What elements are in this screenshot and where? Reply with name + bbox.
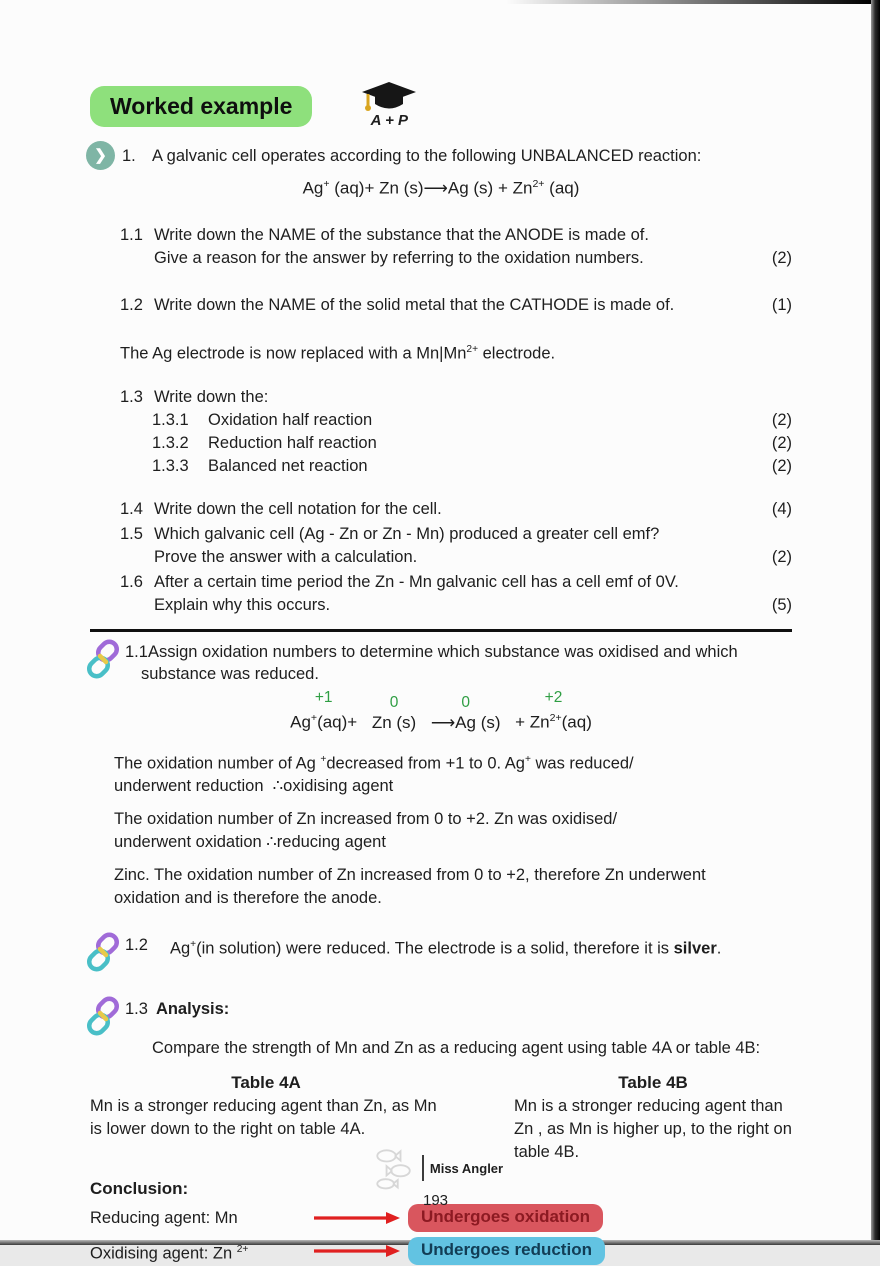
header: [90, 86, 792, 128]
answer-text: Ag+(in solution) were reduced. The electrode is a solid, therefore it is silver.: [169, 939, 722, 958]
answer-text: [125, 641, 738, 685]
question-intro-row: [90, 141, 792, 170]
item-marks: (2): [771, 434, 792, 453]
item-text: [154, 571, 746, 617]
item-line: Give a reason for the answer by referring to the oxidation numbers.: [154, 248, 644, 267]
question-item-1-4: [90, 498, 792, 521]
item-line: Balanced net reaction: [208, 457, 368, 476]
table-4a-title: Table 4A: [231, 1073, 301, 1093]
oxidation-numbers-equation: [90, 689, 792, 735]
question-intro-text: A galvanic cell operates according to the following UNBALANCED reaction:: [152, 146, 702, 165]
item-text: [154, 523, 746, 569]
brand-cap-block: [360, 81, 418, 128]
page-content: [90, 86, 792, 1266]
item-line: Write down the:: [154, 388, 269, 407]
equation-part: ⟶Ag (s): [430, 712, 501, 732]
item-number: 1.3.3: [152, 457, 189, 476]
answer-1-2: [90, 934, 792, 972]
answer-paragraph-ag: The oxidation number of Ag +decreased from +1 to 0. Ag+ was reduced/ underwent reduction ∴oxidising agent: [114, 753, 634, 796]
item-line: Write down the cell notation for the cell.: [154, 500, 442, 519]
oxidation-number: 0: [389, 693, 399, 711]
electrode-note: The Ag electrode is now replaced with a $Mn|Mn^{2+}$ electrode.: [120, 343, 556, 363]
equation-segment: [515, 689, 592, 735]
item-marks: (2): [771, 248, 792, 267]
answer-number: 1.3: [125, 1000, 148, 1019]
answer-line: substance was reduced.: [141, 665, 319, 684]
chain-link-icon: [85, 996, 122, 1036]
oxidation-number: +2: [544, 689, 563, 707]
item-number: 1.1: [120, 225, 143, 244]
item-marks: (1): [771, 295, 792, 314]
conclusion-label: Oxidising agent: Zn $^{2+}$: [90, 1243, 249, 1263]
item-text: [154, 224, 746, 270]
answer-1-3-header: [90, 998, 792, 1036]
equation-part: Zn (s): [371, 712, 417, 732]
undergoes-reduction-box: Undergoes reduction: [408, 1237, 605, 1265]
item-line: Oxidation half reaction: [208, 411, 373, 430]
graduation-cap-icon: [360, 81, 418, 113]
unbalanced-reaction-equation: Ag+ (aq)+ Zn (s)⟶Ag $(s) + Zn^{2+}$ (aq): [302, 178, 580, 198]
chain-link-icon: [85, 932, 122, 972]
scan-edge-top: [506, 0, 871, 4]
table-4b-title: Table 4B: [618, 1073, 688, 1093]
equation-segment: [431, 694, 501, 735]
item-marks: (4): [771, 500, 792, 519]
question-item-1-5: [90, 523, 792, 569]
question-item-1-6: [90, 571, 792, 617]
item-marks: (2): [771, 411, 792, 430]
analysis-heading: Analysis:: [155, 1000, 230, 1019]
question-item-1-3-1: [90, 409, 792, 432]
equation-segment: [290, 689, 357, 735]
item-number: 1.2: [120, 295, 143, 314]
conclusion-row-oxidising: [90, 1236, 792, 1266]
item-line: Explain why this occurs.: [154, 596, 331, 615]
oxidation-number: +1: [314, 689, 333, 707]
red-arrow-icon: [314, 1211, 400, 1225]
undergoes-oxidation-box: Undergoes oxidation: [408, 1204, 603, 1232]
table-4b-text: Mn is a stronger reducing agent than Zn , as Mn is higher up, to the right on table 4B.: [514, 1097, 792, 1162]
item-number: 1.3: [120, 388, 143, 407]
item-marks: (2): [771, 457, 792, 476]
chain-link-icon: [85, 639, 122, 679]
item-marks: (5): [771, 596, 792, 615]
item-line: After a certain time period the Zn - Mn galvanic cell has a cell emf of 0V.: [154, 573, 679, 592]
equation-segment: [372, 694, 416, 735]
brand-divider: [422, 1155, 424, 1181]
question-item-1-3-3: [90, 455, 792, 478]
page-number: 193: [422, 1192, 449, 1209]
item-number: 1.3.2: [152, 434, 189, 453]
item-line: Reduction half reaction: [208, 434, 377, 453]
answer-number: 1.1: [125, 643, 148, 662]
oxidation-number: 0: [461, 693, 470, 711]
section-divider: [90, 629, 792, 632]
question-item-1-2: [90, 294, 792, 317]
question-item-1-1: [90, 224, 792, 270]
question-item-1-3: [90, 386, 792, 409]
item-number: 1.3.1: [152, 411, 189, 430]
answer-paragraph-zn: The oxidation number of Zn increased from 0 to +2. Zn was oxidised/ underwent oxidation ∴reducing agent: [114, 810, 618, 852]
item-line: Write down the NAME of the substance that the ANODE is made of.: [154, 225, 649, 244]
equation-part: + $Zn^{2+}(aq)$: [515, 712, 592, 732]
answer-number: 1.2: [125, 936, 148, 955]
chevron-circle-icon: ❯: [86, 141, 115, 170]
scan-edge-right: [871, 0, 880, 1245]
miss-angler-fish-logo: [368, 1145, 420, 1191]
brand-name: Miss Angler: [429, 1160, 504, 1176]
item-line: Prove the answer with a calculation.: [154, 548, 418, 567]
answer-paragraph-zinc: Zinc. The oxidation number of Zn increased from 0 to +2, therefore Zn underwent oxidation and is therefore the anode.: [114, 866, 706, 908]
item-number: 1.4: [120, 500, 143, 519]
brand-row: [368, 1145, 503, 1191]
question-number: 1.: [122, 146, 136, 165]
table-4a-text: Mn is a stronger reducing agent than Zn, as Mn is lower down to the right on table 4A.: [90, 1097, 437, 1139]
item-line: Which galvanic cell (Ag - Zn or Zn - Mn) produced a greater cell emf?: [154, 525, 660, 544]
question-item-1-3-2: [90, 432, 792, 455]
answer-1-1-header: [90, 641, 792, 685]
answer-line: 1.1Assign oxidation numbers to determine which substance was oxidised and which: [125, 643, 738, 662]
item-number: 1.6: [120, 573, 143, 592]
conclusion-label: Reducing agent: Mn: [90, 1209, 238, 1228]
analysis-instruction: Compare the strength of Mn and Zn as a reducing agent using table 4A or table 4B:: [152, 1039, 761, 1058]
item-marks: (2): [771, 548, 792, 567]
equation-part: Ag+(aq)+: [290, 712, 358, 732]
conclusion-heading: Conclusion:: [90, 1179, 189, 1199]
item-number: 1.5: [120, 525, 143, 544]
cap-label: A + P: [370, 112, 409, 129]
worked-example-badge: Worked example: [90, 86, 312, 127]
page-footer: [0, 1145, 871, 1209]
item-line: Write down the NAME of the solid metal that the CATHODE is made of.: [154, 295, 675, 314]
red-arrow-icon: [314, 1244, 400, 1258]
